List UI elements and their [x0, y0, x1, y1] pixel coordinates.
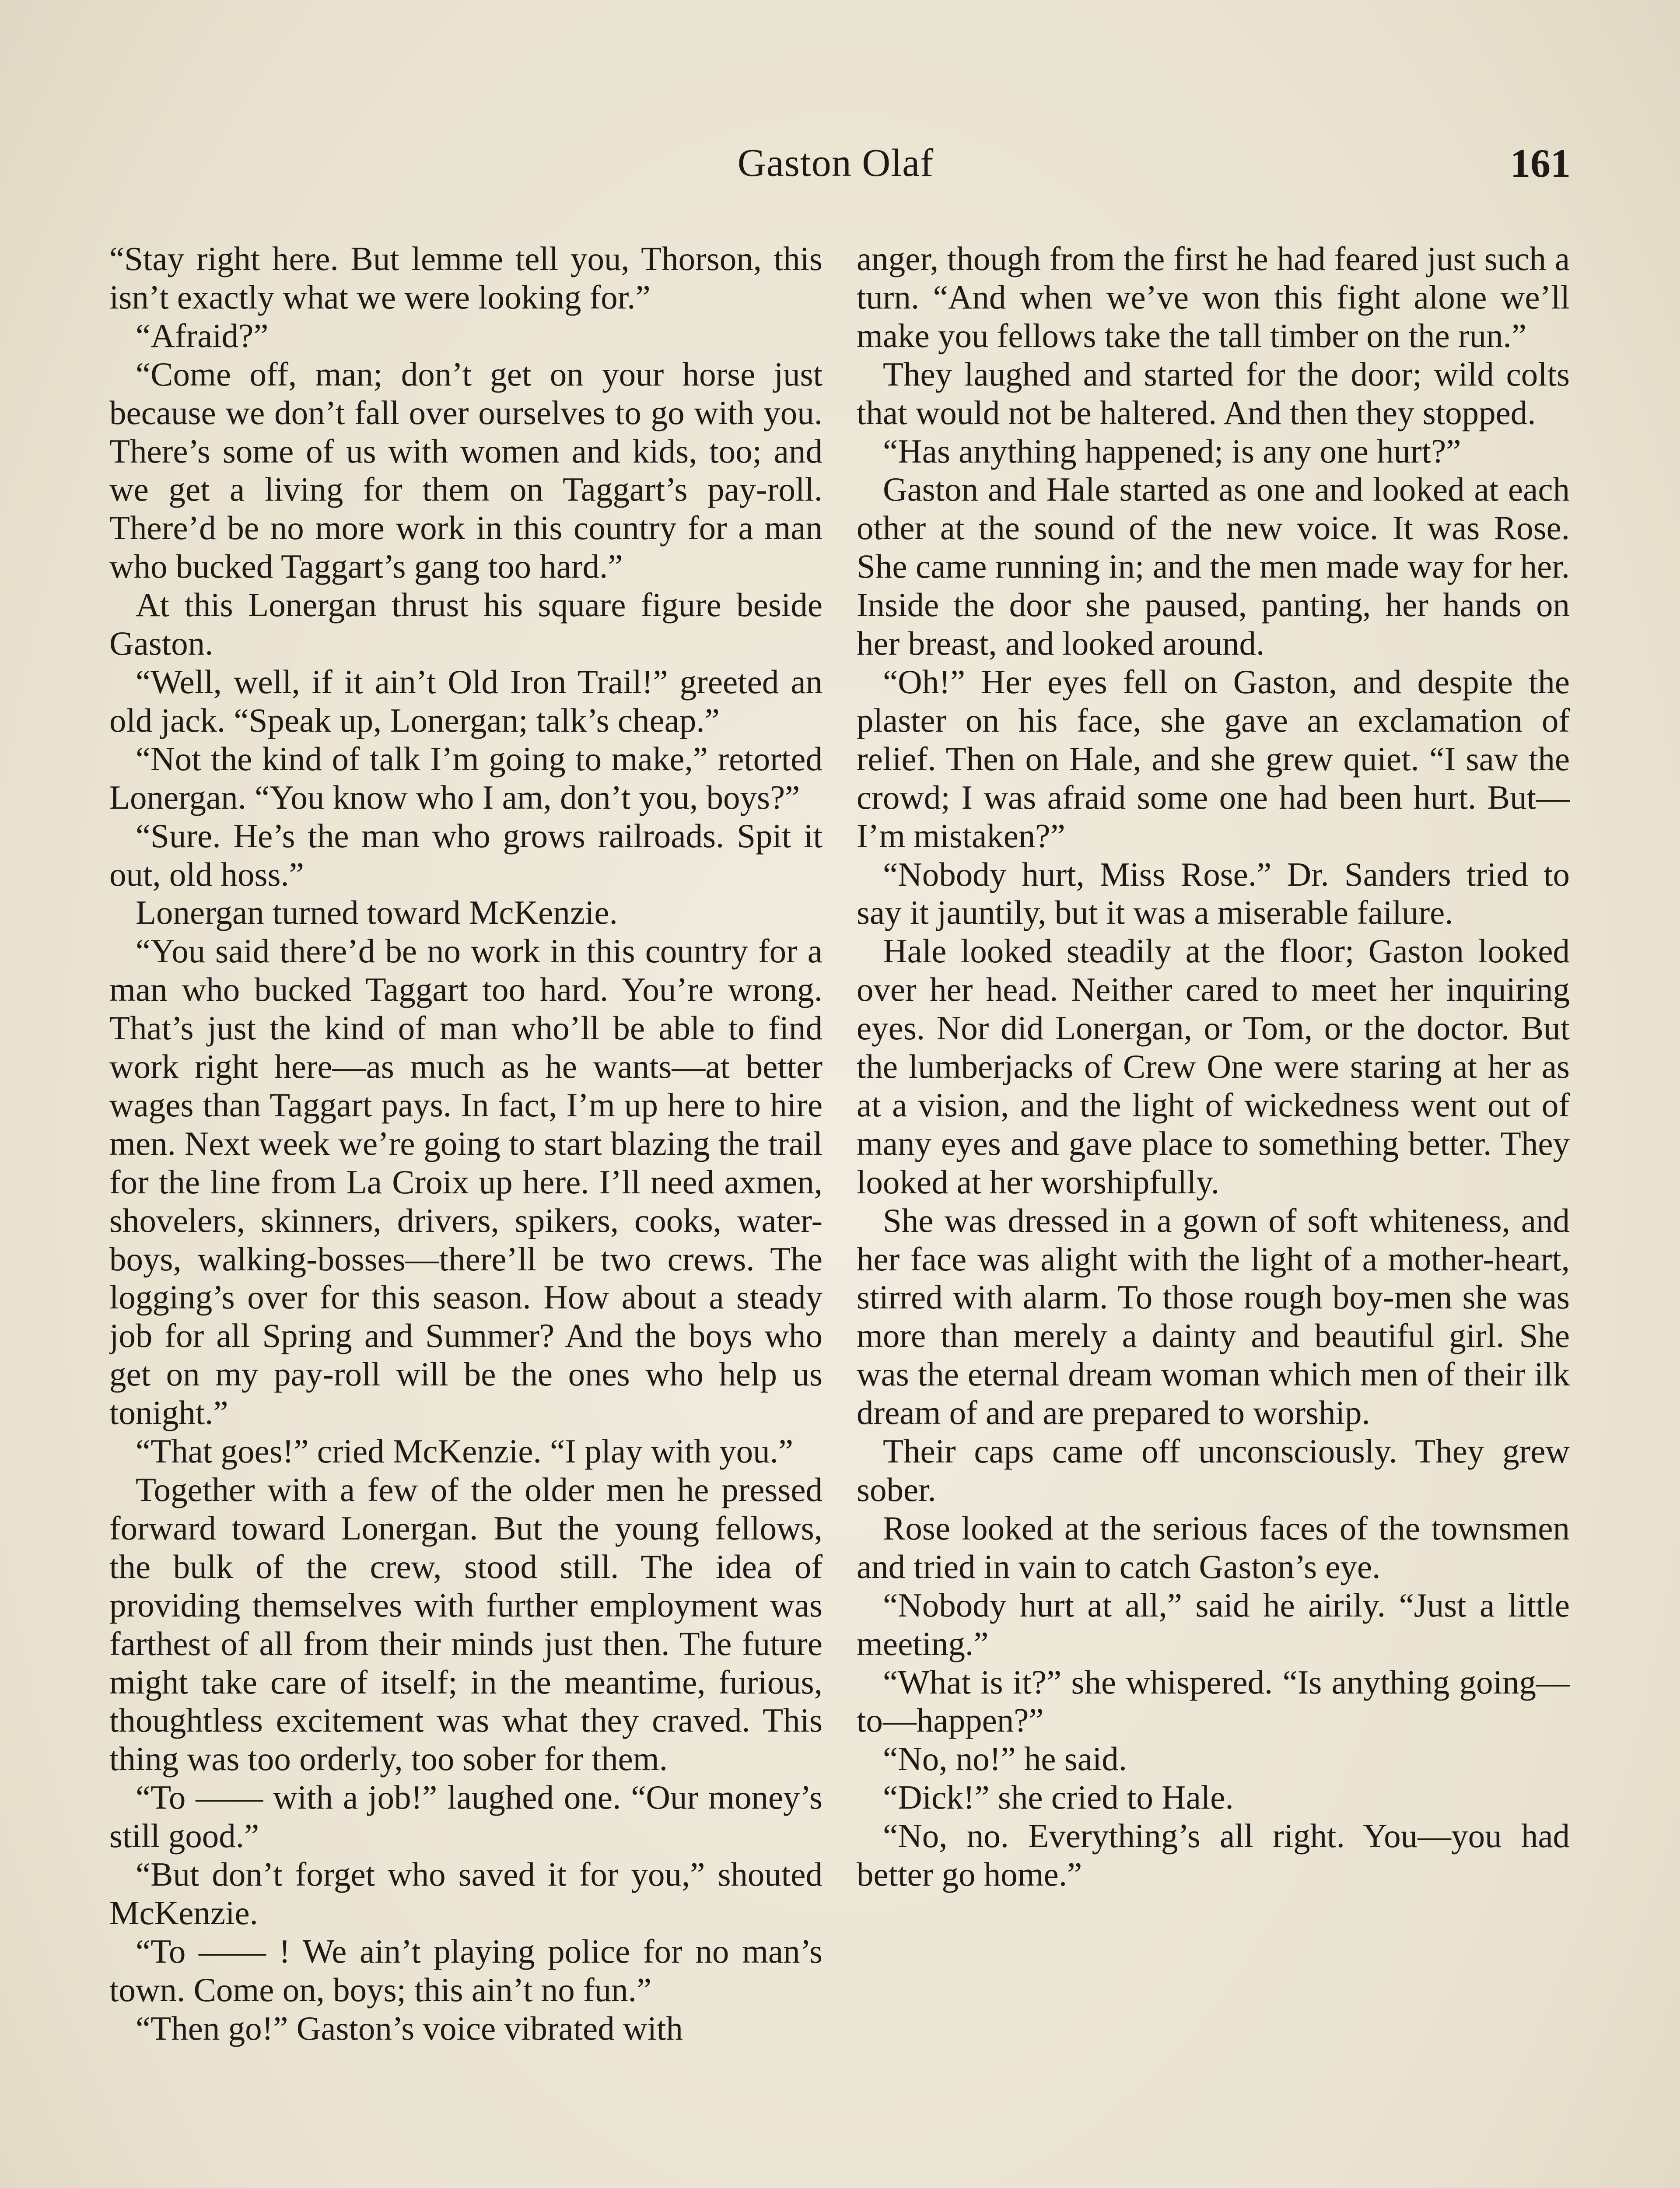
left-column: [109, 240, 822, 2188]
paragraph: “To —— with a job!” laughed one. “Our money’s still good.”: [109, 1778, 822, 1855]
paragraph: “Afraid?”: [136, 316, 269, 354]
paragraph: “Dick!” she cried to Hale.: [883, 1778, 1234, 1816]
paragraph: “Then go!” Gaston’s voice vibrated with: [136, 2009, 683, 2047]
page-number: 161: [1510, 141, 1571, 186]
paragraph: Hale looked steadily at the floor; Gaston looked over her head. Neither cared to meet her inquiring eyes. Nor did Lonergan, or Tom, or the doctor. But the lumberjacks of Crew One were staring at her as at a vision, and the light of wickedness went out of many eyes and gave place to something better. They looked at her worshipfully.: [857, 932, 1570, 1201]
paragraph: “You said there’d be no work in this country for a man who bucked Taggart too hard. You’re wrong. That’s just the kind of man who’ll be able to find work right here—as much as he wants—at better wages than Taggart pays. In fact, I’m up here to hire men. Next week we’re going to start blazing the trail for the line from La Croix up here. I’ll need axmen, shovelers, skinners, drivers, spikers, cooks, water-boys, walking-bosses—there’ll be two crews. The logging’s over for this season. How about a steady job for all Spring and Summer? And the boys who get on my pay-roll will be the ones who help us tonight.”: [109, 932, 822, 1432]
paragraph: “Stay right here. But lemme tell you, Thorson, this isn’t exactly what we were looking for.”: [109, 240, 822, 316]
paragraph: Lonergan turned toward McKenzie.: [136, 894, 618, 932]
paragraph: “Nobody hurt at all,” said he airily. “Just a little meeting.”: [857, 1586, 1570, 1662]
paragraph: “No, no!” he said.: [883, 1740, 1127, 1778]
paragraph: “But don’t forget who saved it for you,” shouted McKenzie.: [109, 1855, 822, 1932]
paragraph: At this Lonergan thrust his square figure beside Gaston.: [109, 586, 822, 663]
paragraph: Rose looked at the serious faces of the townsmen and tried in vain to catch Gaston’s eye.: [857, 1509, 1570, 1585]
paragraph: “That goes!” cried McKenzie. “I play with you.”: [136, 1432, 794, 1470]
paragraph: “Sure. He’s the man who grows railroads. Spit it out, old hoss.”: [109, 817, 822, 893]
paragraph: She was dressed in a gown of soft whiteness, and her face was alight with the light of a mother-heart, stirred with alarm. To those rough boy-men she was more than merely a dainty and beautiful girl. She was the eternal dream woman which men of their ilk dream of and are prepared to worship.: [857, 1201, 1570, 1432]
paragraph: “Oh!” Her eyes fell on Gaston, and despite the plaster on his face, she gave an exclamation of relief. Then on Hale, and she grew quiet. “I saw the crowd; I was afraid some one had been hurt. But—I’m mistaken?”: [857, 663, 1570, 855]
paragraph: “Come off, man; don’t get on your horse just because we don’t fall over ourselves to go with you. There’s some of us with women and kids, too; and we get a living for them on Taggart’s pay-roll. There’d be no more work in this country for a man who bucked Taggart’s gang too hard.”: [109, 355, 822, 586]
paragraph: Together with a few of the older men he pressed forward toward Lonergan. But the young fellows, the bulk of the crew, stood still. The idea of providing themselves with further employment was farthest of all from their minds just then. The future might take care of itself; in the meantime, furious, thoughtless excitement was what they craved. This thing was too orderly, too sober for them.: [109, 1471, 822, 1778]
paragraph: “No, no. Everything’s all right. You—you had better go home.”: [857, 1817, 1570, 1893]
paragraph: Gaston and Hale started as one and looked at each other at the sound of the new voice. It was Rose. She came running in; and the men made way for her. Inside the door she paused, panting, her hands on her breast, and looked around.: [857, 470, 1570, 663]
paragraph: “Not the kind of talk I’m going to make,” retorted Lonergan. “You know who I am, don’t you, boys?”: [109, 740, 822, 816]
page-header: [0, 139, 1680, 187]
paragraph: anger, though from the first he had feared just such a turn. “And when we’ve won this fight alone we’ll make you fellows take the tall timber on the run.”: [857, 240, 1570, 354]
paragraph: “Has anything happened; is any one hurt?”: [883, 432, 1461, 470]
paragraph: “What is it?” she whispered. “Is anything going—to—happen?”: [857, 1663, 1570, 1739]
paragraph: Their caps came off unconsciously. They grew sober.: [857, 1432, 1570, 1508]
paragraph: “Well, well, if it ain’t Old Iron Trail!” greeted an old jack. “Speak up, Lonergan; talk’s cheap.”: [109, 663, 822, 739]
paragraph: They laughed and started for the door; wild colts that would not be haltered. And then they stopped.: [857, 355, 1570, 431]
paragraph: “To —— ! We ain’t playing police for no man’s town. Come on, boys; this ain’t no fun.”: [109, 1932, 822, 2009]
running-title: Gaston Olaf: [737, 141, 934, 185]
paragraph: “Nobody hurt, Miss Rose.” Dr. Sanders tried to say it jauntily, but it was a miserable failure.: [857, 855, 1570, 932]
right-column: [857, 240, 1570, 2188]
